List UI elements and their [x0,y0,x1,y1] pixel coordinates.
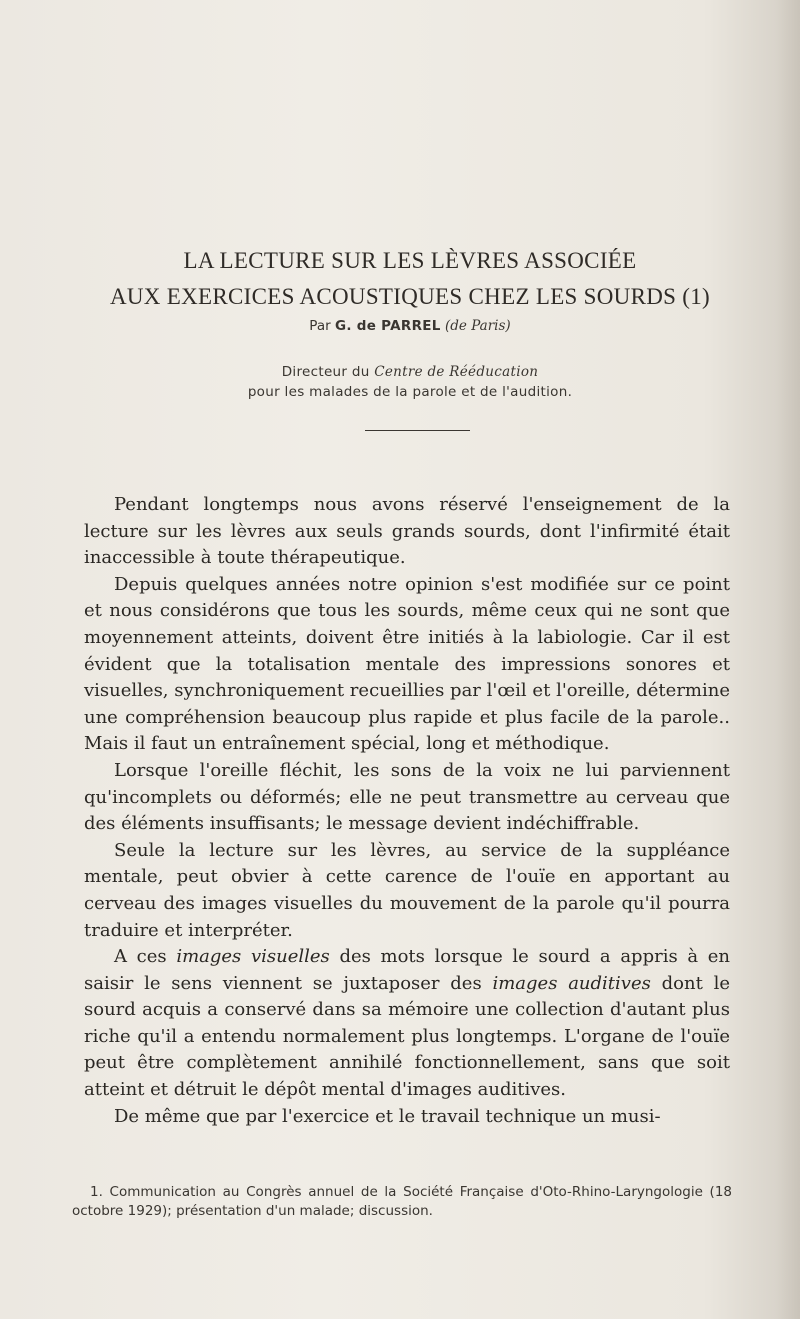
footnote-text: 1. Communication au Congrès annuel de la Société Française d'Oto-Rhino-Laryngologie (18 octobre 1929); présentation d'un malade; discussion. [72,1184,732,1219]
byline-prefix: Par [309,318,331,334]
byline [60,318,760,334]
article-title-line-1: LA LECTURE SUR LES LÈVRES ASSOCIÉE [183,248,637,273]
article-title-line-2-text: AUX EXERCICES ACOUSTIQUES CHEZ LES SOURDS [109,284,677,309]
paragraph-5 [84,944,730,1104]
footnote-marker: (1) [682,284,711,309]
affiliation-institution: Centre de Rééducation [374,364,539,380]
author-name: G. de PARREL [334,318,441,334]
paragraph-4: Seule la lecture sur les lèvres, au service de la suppléance mentale, peut obvier à cette carence de l'ouïe en apportant au cerveau des images visuelles du mouvement de la parole qu'il pourra traduire et interpréter. [84,839,730,941]
paragraph-5-italic-1: images visuelles [176,946,330,968]
paragraph-5-part-b: des mots lorsque le sourd a appris à en saisir le sens viennent se juxtaposer des [84,946,730,994]
affiliation-line-1 [60,364,760,380]
paragraph-5-part-a: A ces [114,946,167,968]
paragraph-5-italic-2: images auditives [492,972,651,994]
article-body [84,492,730,1130]
paragraph-6: De même que par l'exercice et le travail technique un musi- [114,1105,661,1127]
paragraph-1: Pendant longtemps nous avons réservé l'enseignement de la lecture sur les lèvres aux seuls grands sourds, dont l'infirmité était inaccessible à toute thérapeutique. [84,494,730,569]
footnote [72,1183,732,1221]
paragraph-3: Lorsque l'oreille fléchit, les sons de la voix ne lui parviennent qu'incomplets ou déformés; elle ne peut transmettre au cerveau que des éléments insuffisants; le message devient indéchiffrable. [84,759,730,835]
affiliation-line-2: pour les malades de la parole et de l'audition. [247,384,573,400]
title-divider [365,430,470,431]
affiliation-prefix: Directeur du [281,364,370,380]
article-title-line-2 [60,284,760,310]
paragraph-2: Depuis quelques années notre opinion s'est modifiée sur ce point et nous considérons que tous les sourds, même ceux qui ne sont que moyennement atteints, doivent être initiés à la labiologie. Car il est évident que la totalisation mentale des impressions sonores et visuelles, synchroniquement recueillies par l'œil et l'oreille, détermine une compréhension beaucoup plus rapide et plus facile de la parole.. Mais il faut un entraînement spécial, long et méthodique. [84,573,730,755]
paragraph-5-part-c: dont le sourd acquis a conservé dans sa mémoire une collection d'autant plus riche qu'il a entendu normalement plus longtemps. L'organe de l'ouïe peut être complètement annihilé fonctionnellement, sans que soit atteint et détruit le dépôt mental d'images auditives. [84,972,730,1101]
author-place: (de Paris) [445,318,511,334]
